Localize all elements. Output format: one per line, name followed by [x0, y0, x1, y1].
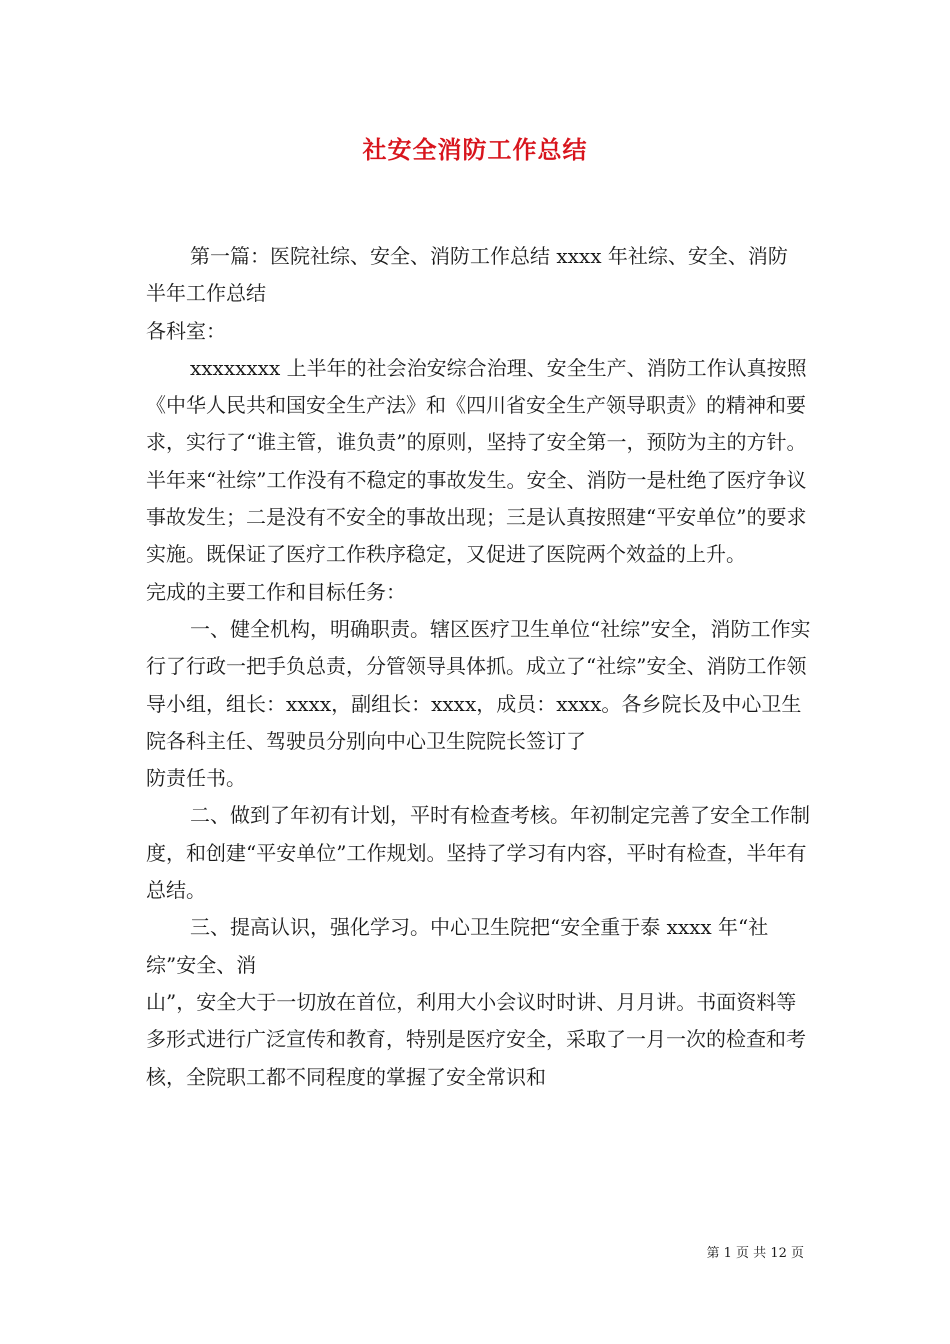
document-title: 社安全消防工作总结 — [362, 135, 588, 164]
paragraph-item-one-cont: 防责任书。 — [146, 766, 246, 791]
paragraph-intro: 第一篇：医院社综、安全、消防工作总结 xxxx 年社综、安全、消防 — [190, 244, 788, 268]
paragraph-item-two: 二、做到了年初有计划，平时有检查考核。年初制定完善了安全工作制度，和创建“平安单位”工作规划。坚持了学习有内容，平时有检查，半年有总结。 — [146, 803, 810, 903]
document-body — [146, 238, 814, 1096]
paragraph-item-three-cont: 山”，安全大于一切放在首位，利用大小会议时时讲、月月讲。书面资料等多形式进行广泛宣传和教育，特别是医疗安全，采取了一月一次的检查和考核，全院职工都不同程度的掌握了安全常识和 — [146, 989, 806, 1089]
page-number: 第 1 页 共 12 页 — [706, 1246, 804, 1261]
paragraph-summary: xxxxxxxx 上半年的社会治安综合治理、安全生产、消防工作认真按照《中华人民共和国安全生产法》和《四川省安全生产领导职责》的精神和要求，实行了“谁主管，谁负责”的原则，坚持了安全第一，预防为主的方针。半年来“社综”工作没有不稳定的事故发生。安全、消防一是杜绝了医疗争议事故发生；二是没有不安全的事故出现；三是认真按照建“平安单位”的要求实施。既保证了医疗工作秩序稳定，又促进了医院两个效益的上升。 — [146, 355, 807, 567]
paragraph-subtitle: 半年工作总结 — [146, 281, 266, 306]
paragraph-item-one: 一、健全机构，明确职责。辖区医疗卫生单位“社综”安全，消防工作实行了行政一把手负总责，分管领导具体抓。成立了“社综”安全、消防工作领导小组，组长：xxxx，副组长：xxxx，成员：xxxx。各乡院长及中心卫生院各科主任、驾驶员分别向中心卫生院院长签订了 — [146, 616, 811, 753]
paragraph-tasks-heading: 完成的主要工作和目标任务： — [146, 579, 406, 604]
paragraph-item-three: 三、提高认识，强化学习。中心卫生院把“安全重于泰 xxxx 年“社综”安全、消 — [146, 915, 769, 977]
paragraph-salutation: 各科室： — [146, 318, 226, 343]
